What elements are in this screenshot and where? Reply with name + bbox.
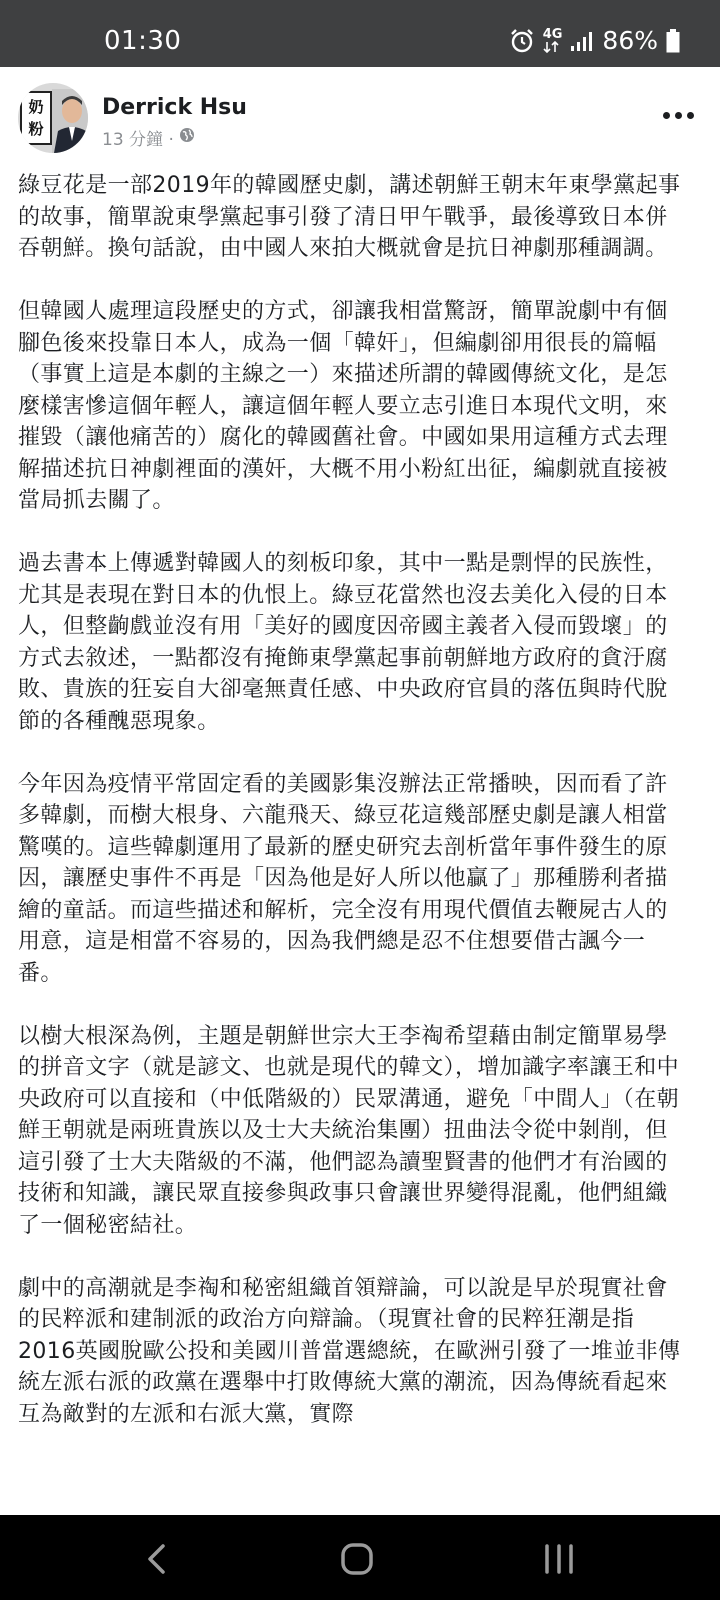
battery-percent: 86% — [602, 26, 658, 55]
navigation-bar — [0, 1515, 720, 1600]
back-icon[interactable] — [138, 1539, 178, 1579]
network-type-label: 4G — [542, 26, 563, 42]
avatar-person-image — [52, 89, 88, 153]
avatar-sign-line2: 粉 — [28, 120, 44, 138]
post-paragraph-1: 綠豆花是一部2019年的韓國歷史劇，講述朝鮮王朝末年東學黨起事的故事，簡單說東學黨起事引發了清日甲午戰爭，最後導致日本併吞朝鮮。換句話說，由中國人來拍大概就會是抗日神劇那種調調。 — [18, 173, 681, 261]
post-paragraph-5: 以樹大根深為例，主題是朝鮮世宗大王李祹希望藉由制定簡單易學的拼音文字（就是諺文、也就是現代的韓文），增加識字率讓王和中央政府可以直接和（中低階級的）民眾溝通，避免「中間人」（在朝鮮王朝就是兩班貴族以及士大夫統治集團）扭曲法令從中剝削，但這引發了士大夫階級的不滿，他們認為讀聖賢書的他們才有治國的技術和知識，讓民眾直接參與政事只會讓世界變得混亂，他們組織了一個秘密結社。 — [18, 1023, 680, 1238]
status-time: 01:30 — [104, 26, 182, 56]
post-paragraph-3: 過去書本上傳遞對韓國人的刻板印象，其中一點是剽悍的民族性，尤其是表現在對日本的仇恨上。綠豆花當然也沒去美化入侵的日本人，但整齣戲並沒有用「美好的國度因帝國主義者入侵而毀壞」的方式去敘述，一點都沒有掩飾東學黨起事前朝鮮地方政府的貪汙腐敗、貴族的狂妄自大卻毫無責任感、中央政府官員的落伍與時代脫節的各種醜惡現象。 — [18, 551, 668, 734]
globe-icon — [179, 127, 195, 148]
post-body — [18, 170, 684, 1515]
dot — [687, 112, 694, 119]
alarm-icon — [509, 28, 535, 54]
post-header — [0, 67, 720, 163]
post-paragraph-4: 今年因為疫情平常固定看的美國影集沒辦法正常播映，因而看了許多韓劇，而樹大根身、六龍飛天、綠豆花這幾部歷史劇是讓人相當驚嘆的。這些韓劇運用了最新的歷史研究去剖析當年事件發生的原因，讓歷史事件不再是「因為他是好人所以他贏了」那種勝利者描繪的童話。而這些描述和解析，完全沒有用現代價值去鞭屍古人的用意，這是相當不容易的，因為我們總是忍不住想要借古諷今一番。 — [18, 771, 668, 986]
avatar-sign-line1: 奶 — [28, 98, 44, 116]
signal-icon — [570, 30, 594, 52]
recents-icon[interactable] — [540, 1539, 580, 1579]
post-meta — [102, 125, 195, 150]
author-name[interactable]: Derrick Hsu — [102, 95, 247, 120]
post-time[interactable]: 13 分鐘 · — [102, 130, 174, 150]
dot — [663, 112, 670, 119]
avatar[interactable] — [18, 83, 88, 153]
network-type-icon — [542, 26, 563, 53]
status-icons — [509, 26, 680, 55]
more-dots-icon[interactable] — [658, 105, 698, 125]
battery-icon — [666, 29, 680, 53]
dot — [675, 112, 682, 119]
post-paragraph-6: 劇中的高潮就是李祹和秘密組織首領辯論，可以說是早於現實社會的民粹派和建制派的政治方向辯論。（現實社會的民粹狂潮是指2016英國脫歐公投和美國川普當選總統，在歐洲引發了一堆並非傳統左派右派的政黨在選舉中打敗傳統大黨的潮流，因為傳統看起來互為敵對的左派和右派大黨，實際 — [18, 1275, 681, 1427]
avatar-sign — [20, 91, 52, 145]
post-paragraph-2: 但韓國人處理這段歷史的方式，卻讓我相當驚訝，簡單說劇中有個腳色後來投靠日本人，成為一個「韓奸」，但編劇卻用很長的篇幅（事實上這是本劇的主線之一）來描述所謂的韓國傳統文化，是怎麼樣害慘這個年輕人，讓這個年輕人要立志引進日本現代文明，來摧毀（讓他痛苦的）腐化的韓國舊社會。中國如果用這種方式去理解描述抗日神劇裡面的漢奸，大概不用小粉紅出征，編劇就直接被當局抓去關了。 — [18, 299, 668, 513]
home-icon[interactable] — [338, 1539, 378, 1579]
status-bar — [0, 0, 720, 67]
